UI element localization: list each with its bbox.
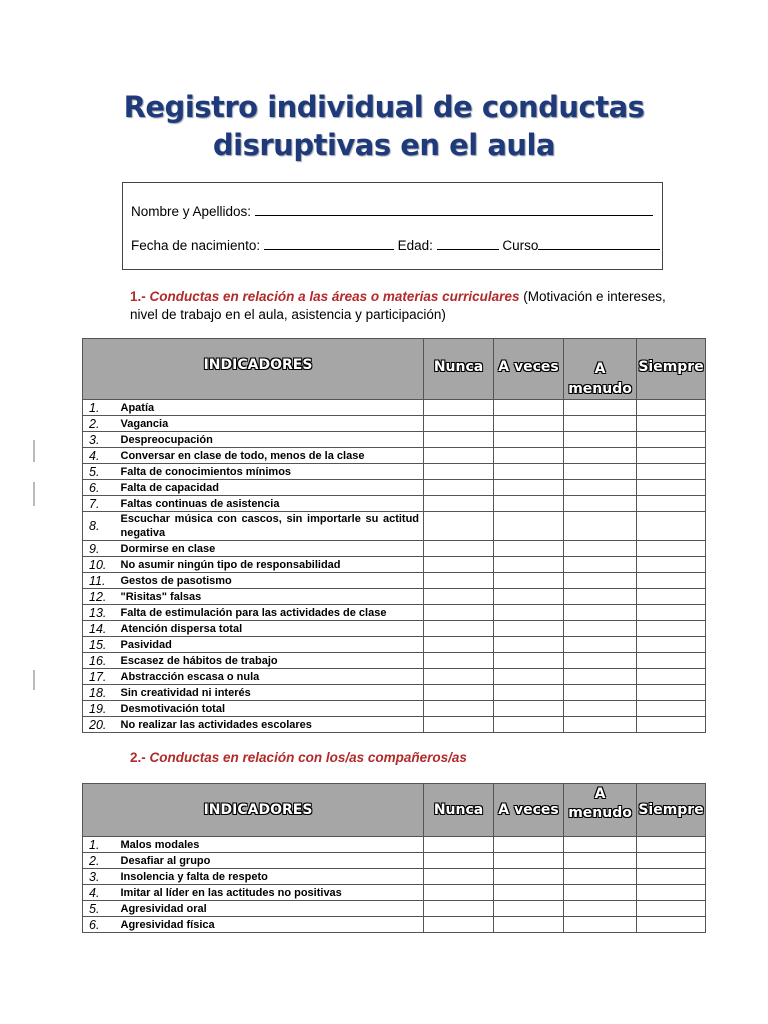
header-a-veces: A veces — [494, 784, 564, 837]
header-siempre: Siempre — [637, 784, 706, 837]
cell-a-veces[interactable] — [494, 432, 564, 448]
cell-nunca[interactable] — [424, 557, 494, 573]
cell-a-veces[interactable] — [494, 557, 564, 573]
cell-a-menudo[interactable] — [564, 557, 637, 573]
cell-nunca[interactable] — [424, 416, 494, 432]
row-label: Falta de capacidad — [118, 480, 424, 496]
cell-a-menudo[interactable] — [564, 701, 637, 717]
table-row — [83, 885, 706, 901]
cell-siempre[interactable] — [637, 589, 706, 605]
row-number: 3. — [83, 432, 118, 448]
table-row — [83, 605, 706, 621]
row-label: Insolencia y falta de respeto — [118, 869, 424, 885]
header-nunca: Nunca — [424, 784, 494, 837]
cell-a-menudo[interactable] — [564, 637, 637, 653]
margin-mark — [33, 440, 35, 462]
row-label: Sin creatividad ni interés — [118, 685, 424, 701]
cell-a-menudo[interactable] — [564, 573, 637, 589]
section-1-heading — [130, 288, 670, 324]
cell-a-veces[interactable] — [494, 701, 564, 717]
cell-a-veces[interactable] — [494, 621, 564, 637]
table-header-row — [83, 339, 706, 400]
header-indicadores: INDICADORES — [83, 784, 424, 837]
row-label: Gestos de pasotismo — [118, 573, 424, 589]
cell-a-menudo[interactable] — [564, 416, 637, 432]
cell-siempre[interactable] — [637, 621, 706, 637]
cell-nunca[interactable] — [424, 605, 494, 621]
cell-a-veces[interactable] — [494, 717, 564, 733]
row-number: 15. — [83, 637, 118, 653]
table-row — [83, 416, 706, 432]
cell-siempre[interactable] — [637, 637, 706, 653]
row-number: 1. — [83, 400, 118, 416]
row-label: Desmotivación total — [118, 701, 424, 717]
cell-a-veces[interactable] — [494, 400, 564, 416]
cell-a-menudo[interactable] — [564, 669, 637, 685]
cell-nunca[interactable] — [424, 701, 494, 717]
table-row — [83, 717, 706, 733]
row-number: 13. — [83, 605, 118, 621]
cell-a-veces[interactable] — [494, 685, 564, 701]
row-label: Conversar en clase de todo, menos de la clase — [118, 448, 424, 464]
cell-siempre[interactable] — [637, 480, 706, 496]
title-line-2: disruptivas en el aula — [212, 128, 556, 162]
cell-a-menudo[interactable] — [564, 885, 637, 901]
cell-a-menudo[interactable] — [564, 400, 637, 416]
table-row — [83, 512, 706, 541]
cell-nunca[interactable] — [424, 653, 494, 669]
cell-nunca[interactable] — [424, 480, 494, 496]
cell-siempre[interactable] — [637, 432, 706, 448]
row-number: 6. — [83, 917, 118, 933]
header-a-menudo — [564, 784, 637, 837]
table-row — [83, 917, 706, 933]
cell-a-veces[interactable] — [494, 653, 564, 669]
row-number: 5. — [83, 464, 118, 480]
name-label: Nombre y Apellidos: — [131, 204, 252, 219]
row-label: Falta de estimulación para las actividades de clase — [118, 605, 424, 621]
cell-siempre[interactable] — [637, 685, 706, 701]
table-row — [83, 557, 706, 573]
row-number: 10. — [83, 557, 118, 573]
row-number: 7. — [83, 496, 118, 512]
row-label: Agresividad oral — [118, 901, 424, 917]
cell-nunca[interactable] — [424, 448, 494, 464]
row-label: Agresividad física — [118, 917, 424, 933]
cell-siempre[interactable] — [637, 464, 706, 480]
cell-a-veces[interactable] — [494, 541, 564, 557]
cell-a-veces[interactable] — [494, 885, 564, 901]
row-number: 12. — [83, 589, 118, 605]
cell-nunca[interactable] — [424, 621, 494, 637]
row-number: 2. — [83, 416, 118, 432]
header-a-menudo — [564, 339, 637, 400]
cell-a-veces[interactable] — [494, 669, 564, 685]
row-number: 14. — [83, 621, 118, 637]
row-number: 11. — [83, 573, 118, 589]
cell-siempre[interactable] — [637, 605, 706, 621]
section-2-title: Conductas en relación con los/as compañeros/as — [149, 750, 467, 765]
cell-nunca[interactable] — [424, 573, 494, 589]
cell-nunca[interactable] — [424, 917, 494, 933]
table-row — [83, 432, 706, 448]
cell-siempre[interactable] — [637, 557, 706, 573]
cell-siempre[interactable] — [637, 917, 706, 933]
cell-nunca[interactable] — [424, 432, 494, 448]
cell-nunca[interactable] — [424, 869, 494, 885]
header-nunca: Nunca — [424, 339, 494, 400]
birth-row — [131, 237, 660, 253]
row-label: Escasez de hábitos de trabajo — [118, 653, 424, 669]
cell-siempre[interactable] — [637, 837, 706, 853]
row-label: No asumir ningún tipo de responsabilidad — [118, 557, 424, 573]
cell-siempre[interactable] — [637, 541, 706, 557]
cell-a-menudo[interactable] — [564, 605, 637, 621]
table-row — [83, 400, 706, 416]
row-number: 16. — [83, 653, 118, 669]
name-row — [131, 203, 653, 219]
birth-field[interactable] — [264, 237, 394, 250]
cell-siempre[interactable] — [637, 400, 706, 416]
cell-nunca[interactable] — [424, 669, 494, 685]
cell-siempre[interactable] — [637, 496, 706, 512]
cell-nunca[interactable] — [424, 685, 494, 701]
cell-nunca[interactable] — [424, 464, 494, 480]
row-number: 4. — [83, 885, 118, 901]
row-label: Malos modales — [118, 837, 424, 853]
table-row — [83, 573, 706, 589]
header-siempre: Siempre — [637, 339, 706, 400]
cell-a-veces[interactable] — [494, 416, 564, 432]
cell-siempre[interactable] — [637, 448, 706, 464]
row-label: Dormirse en clase — [118, 541, 424, 557]
cell-siempre[interactable] — [637, 901, 706, 917]
cell-a-veces[interactable] — [494, 464, 564, 480]
cell-a-veces[interactable] — [494, 637, 564, 653]
cell-siempre[interactable] — [637, 512, 706, 541]
cell-a-menudo[interactable] — [564, 901, 637, 917]
cell-siempre[interactable] — [637, 701, 706, 717]
cell-a-veces[interactable] — [494, 589, 564, 605]
student-info-box — [122, 182, 663, 270]
table-row — [83, 589, 706, 605]
cell-a-menudo[interactable] — [564, 853, 637, 869]
header-a-menudo-2: menudo — [568, 805, 632, 821]
section-1-desc-2: nivel de trabajo en el aula, asistencia y participación) — [130, 307, 446, 322]
table-row — [83, 653, 706, 669]
cell-a-veces[interactable] — [494, 480, 564, 496]
indicators-table-1 — [82, 338, 706, 733]
cell-a-veces[interactable] — [494, 869, 564, 885]
row-label: Desafiar al grupo — [118, 853, 424, 869]
cell-a-veces[interactable] — [494, 901, 564, 917]
row-number: 20. — [83, 717, 118, 733]
cell-siempre[interactable] — [637, 573, 706, 589]
cell-a-menudo[interactable] — [564, 869, 637, 885]
row-number: 9. — [83, 541, 118, 557]
cell-nunca[interactable] — [424, 496, 494, 512]
table-row — [83, 701, 706, 717]
table-row — [83, 464, 706, 480]
name-field[interactable] — [255, 203, 653, 216]
table-row — [83, 869, 706, 885]
table-row — [83, 448, 706, 464]
header-a-menudo-1: A — [594, 786, 606, 802]
table-header-row — [83, 784, 706, 837]
cell-siempre[interactable] — [637, 885, 706, 901]
cell-siempre[interactable] — [637, 869, 706, 885]
row-label: "Risitas" falsas — [118, 589, 424, 605]
cell-a-menudo[interactable] — [564, 589, 637, 605]
row-number: 17. — [83, 669, 118, 685]
row-number: 6. — [83, 480, 118, 496]
cell-a-menudo[interactable] — [564, 917, 637, 933]
course-field[interactable] — [538, 237, 660, 250]
age-label: Edad: — [397, 238, 433, 253]
cell-a-menudo[interactable] — [564, 464, 637, 480]
cell-a-menudo[interactable] — [564, 496, 637, 512]
cell-a-veces[interactable] — [494, 853, 564, 869]
table-row — [83, 901, 706, 917]
cell-nunca[interactable] — [424, 512, 494, 541]
cell-nunca[interactable] — [424, 717, 494, 733]
cell-a-veces[interactable] — [494, 605, 564, 621]
section-2-number: 2.- — [130, 750, 146, 765]
row-label: Faltas continuas de asistencia — [118, 496, 424, 512]
birth-label: Fecha de nacimiento: — [131, 238, 261, 253]
cell-nunca[interactable] — [424, 853, 494, 869]
title-line-1: Registro individual de conductas — [123, 90, 645, 124]
table-row — [83, 837, 706, 853]
cell-a-menudo[interactable] — [564, 717, 637, 733]
table-row — [83, 637, 706, 653]
margin-mark — [33, 670, 35, 690]
header-a-menudo-1: A — [594, 361, 606, 377]
cell-siempre[interactable] — [637, 717, 706, 733]
section-2-heading — [130, 749, 467, 767]
cell-siempre[interactable] — [637, 669, 706, 685]
row-label: Despreocupación — [118, 432, 424, 448]
row-label: Pasividad — [118, 637, 424, 653]
row-label: Escuchar música con cascos, sin importarle su actitud negativa — [118, 512, 424, 541]
row-label: Apatía — [118, 400, 424, 416]
row-label: Imitar al líder en las actitudes no positivas — [118, 885, 424, 901]
section-1-number: 1.- — [130, 289, 146, 304]
table-row — [83, 480, 706, 496]
cell-a-veces[interactable] — [494, 512, 564, 541]
cell-siempre[interactable] — [637, 853, 706, 869]
cell-siempre[interactable] — [637, 653, 706, 669]
cell-a-veces[interactable] — [494, 837, 564, 853]
header-indicadores: INDICADORES — [83, 339, 424, 400]
cell-a-menudo[interactable] — [564, 837, 637, 853]
row-number: 8. — [83, 512, 118, 541]
cell-siempre[interactable] — [637, 416, 706, 432]
cell-a-veces[interactable] — [494, 496, 564, 512]
cell-a-veces[interactable] — [494, 917, 564, 933]
row-number: 4. — [83, 448, 118, 464]
row-number: 19. — [83, 701, 118, 717]
row-label: Vagancia — [118, 416, 424, 432]
section-1-desc-1: (Motivación e intereses, — [523, 289, 666, 304]
table-row — [83, 496, 706, 512]
margin-mark — [33, 482, 35, 506]
cell-nunca[interactable] — [424, 885, 494, 901]
cell-a-menudo[interactable] — [564, 480, 637, 496]
age-field[interactable] — [437, 237, 499, 250]
row-label: Abstracción escasa o nula — [118, 669, 424, 685]
section-1-title: Conductas en relación a las áreas o materias curriculares — [149, 289, 520, 304]
cell-nunca[interactable] — [424, 589, 494, 605]
cell-nunca[interactable] — [424, 901, 494, 917]
cell-a-menudo[interactable] — [564, 685, 637, 701]
cell-a-menudo[interactable] — [564, 432, 637, 448]
course-label: Curso — [502, 238, 539, 253]
cell-nunca[interactable] — [424, 637, 494, 653]
cell-a-menudo[interactable] — [564, 653, 637, 669]
cell-a-menudo[interactable] — [564, 621, 637, 637]
table-row — [83, 669, 706, 685]
cell-nunca[interactable] — [424, 541, 494, 557]
table-row — [83, 621, 706, 637]
row-label: No realizar las actividades escolares — [118, 717, 424, 733]
row-label: Falta de conocimientos mínimos — [118, 464, 424, 480]
row-number: 3. — [83, 869, 118, 885]
table-row — [83, 853, 706, 869]
cell-a-menudo[interactable] — [564, 512, 637, 541]
row-number: 18. — [83, 685, 118, 701]
row-label: Atención dispersa total — [118, 621, 424, 637]
header-a-veces: A veces — [494, 339, 564, 400]
cell-a-veces[interactable] — [494, 448, 564, 464]
cell-nunca[interactable] — [424, 400, 494, 416]
cell-nunca[interactable] — [424, 837, 494, 853]
cell-a-menudo[interactable] — [564, 448, 637, 464]
cell-a-veces[interactable] — [494, 573, 564, 589]
indicators-table-2 — [82, 783, 706, 933]
table-row — [83, 541, 706, 557]
page-title — [0, 88, 768, 164]
header-a-menudo-2: menudo — [568, 381, 632, 397]
row-number: 5. — [83, 901, 118, 917]
row-number: 2. — [83, 853, 118, 869]
row-number: 1. — [83, 837, 118, 853]
table-row — [83, 685, 706, 701]
cell-a-menudo[interactable] — [564, 541, 637, 557]
